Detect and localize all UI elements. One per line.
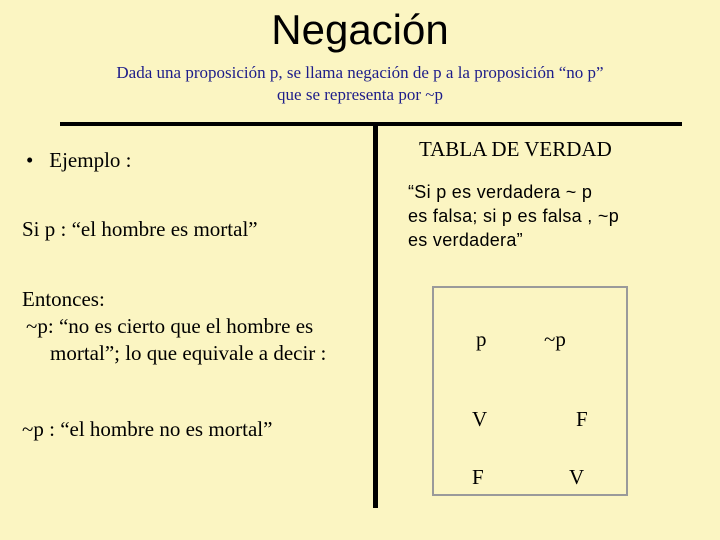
entonces-block bbox=[22, 286, 372, 367]
table-cell-row1-p: V bbox=[472, 407, 488, 431]
entonces-label: Entonces: bbox=[22, 287, 105, 311]
table-cell-row1-not-p: F bbox=[576, 407, 588, 431]
table-header-not-p: ~p bbox=[544, 327, 566, 351]
example-heading bbox=[26, 147, 132, 174]
definition-text bbox=[60, 62, 660, 106]
horizontal-divider bbox=[60, 122, 682, 126]
example-label: Ejemplo : bbox=[49, 148, 132, 172]
entonces-line-2: mortal”; lo que equivale a decir : bbox=[50, 341, 327, 365]
definition-line-1: Dada una proposición p, se llama negación de p a la proposición “no p” bbox=[116, 63, 604, 82]
table-header-p: p bbox=[476, 327, 487, 351]
table-cell-row2-not-p: V bbox=[569, 465, 585, 489]
rule-line-3: es verdadera” bbox=[408, 230, 523, 250]
page-title: Negación bbox=[271, 6, 449, 53]
rule-line-1: “Si p es verdadera ~ p bbox=[408, 182, 593, 202]
truth-table-title: TABLA DE VERDAD bbox=[419, 137, 612, 161]
negation-rule-text bbox=[408, 180, 698, 252]
bullet-icon: • bbox=[26, 148, 34, 172]
definition-line-2: que se representa por ~p bbox=[277, 85, 443, 104]
entonces-line-1: ~p: “no es cierto que el hombre es bbox=[26, 314, 314, 338]
truth-table bbox=[432, 286, 628, 496]
vertical-divider bbox=[373, 122, 378, 508]
table-cell-row2-p: F bbox=[472, 465, 484, 489]
rule-line-2: es falsa; si p es falsa , ~p bbox=[408, 206, 620, 226]
example-definition: Si p : “el hombre es mortal” bbox=[22, 217, 258, 241]
conclusion-text: ~p : “el hombre no es mortal” bbox=[22, 417, 273, 441]
